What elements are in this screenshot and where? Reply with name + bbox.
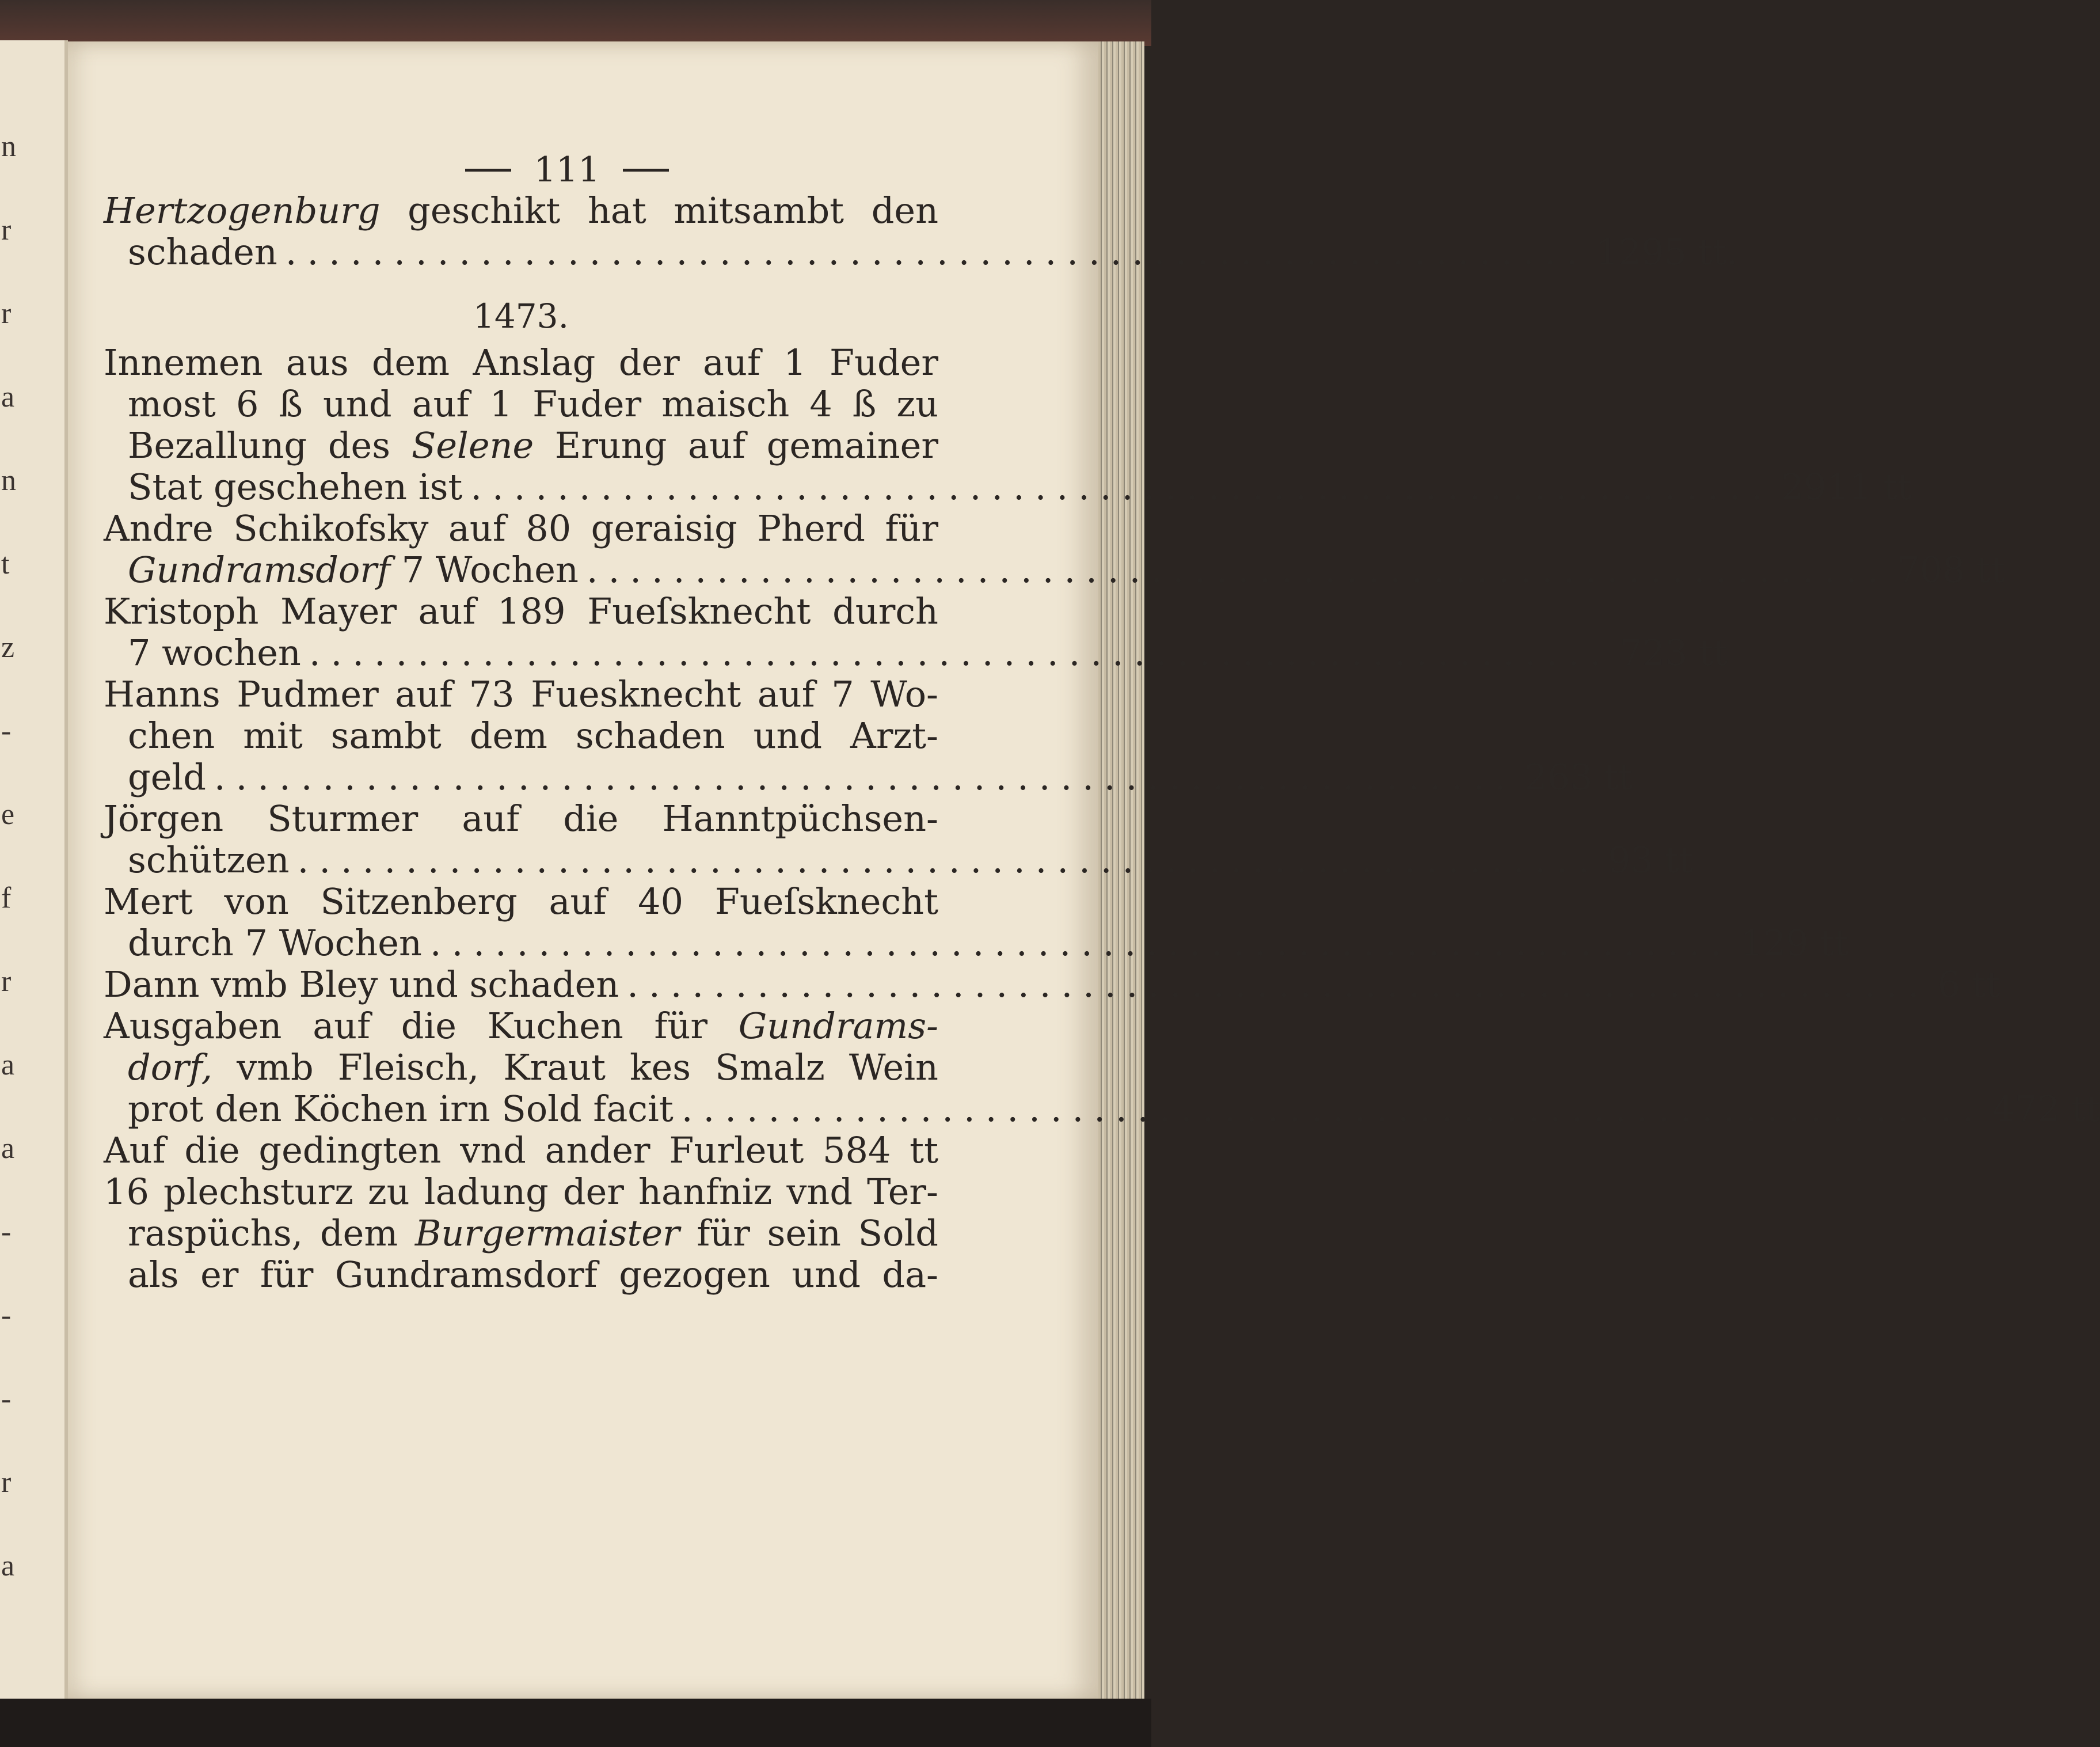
text-line [104, 963, 2000, 1005]
ledger-entry [104, 341, 1912, 508]
left-page-fragment: z [1, 631, 15, 664]
text-segment: chen mit sambt dem schaden und Arzt- [128, 715, 938, 757]
line-text [128, 1088, 674, 1130]
line-text [128, 757, 206, 798]
line-text [128, 840, 290, 881]
amount: 2911 tt [1781, 466, 1912, 508]
text-line [104, 1171, 938, 1213]
italic-name: Gundrams- [738, 1005, 938, 1047]
text-segment: Innemen aus dem Anslag der auf 1 Fuder [104, 341, 938, 383]
dot-leader: ............................................................ [429, 922, 1733, 964]
left-page-fragment: r [1, 214, 12, 246]
amount: 93 tt [1608, 839, 1694, 881]
text-line [104, 549, 2006, 591]
line-text [128, 922, 422, 964]
text-line [104, 1047, 938, 1088]
line-text [104, 1005, 938, 1047]
ledger-entry [104, 590, 1728, 674]
text-line [104, 508, 938, 549]
dot-leader: ............................................................ [586, 549, 1889, 591]
text-segment: Auf die gedingten vnd ander Furleut 584 tt [104, 1129, 938, 1171]
left-page-fragment: - [1, 715, 12, 747]
line-text [104, 881, 938, 922]
ledger-entry [104, 963, 2000, 1005]
text-segment: 7 wochen [128, 632, 301, 674]
text-line [104, 1005, 938, 1047]
amount: 723 tt [1619, 632, 1728, 674]
amount: 6 tt [1937, 963, 2000, 1005]
header-dash-right [623, 169, 669, 172]
text-segment: schützen [128, 839, 290, 881]
text-segment: Dann vmb Bley und schaden [104, 963, 619, 1005]
line-text [128, 231, 277, 273]
dot-leader: ............................................................ [214, 756, 1517, 798]
text-segment: raspüchs, dem [128, 1212, 415, 1254]
text-line [104, 1130, 938, 1171]
ledger-entry [104, 189, 1738, 273]
italic-name: Gundramsdorf [128, 549, 390, 591]
left-page-fragment: n [1, 130, 16, 163]
dot-leader: ............................................................ [681, 1088, 1984, 1130]
text-line [104, 1213, 938, 1254]
text-line [104, 1088, 2100, 1130]
italic-name: dorf, [128, 1046, 213, 1088]
dot-leader: ............................................................ [285, 231, 1588, 273]
line-text [128, 466, 462, 508]
line-text [104, 1130, 938, 1171]
left-page-fragment: a [1, 381, 15, 413]
left-page-fragment: r [1, 297, 12, 330]
text-segment: Erung auf gemainer [534, 424, 938, 466]
text-segment: geschikt hat mitsambt den [380, 189, 938, 231]
left-page-fragment: - [1, 1299, 12, 1332]
ledger-entry [104, 797, 1694, 881]
text-segment: Mert von Sitzenberg auf 40 Fueſsknecht [104, 880, 938, 922]
amount: 129 tt [1740, 922, 1849, 964]
ledger-entry [104, 673, 1633, 798]
italic-name: Selene [411, 424, 534, 466]
year-heading: 1473. [473, 297, 569, 336]
page-header [63, 144, 1071, 196]
text-segment: geld [128, 756, 206, 798]
line-text [128, 549, 579, 591]
text-segment: 16 plechsturz zu ladung der hanfniz vnd Ter- [104, 1171, 938, 1213]
amount: 1295 tt. [1596, 231, 1738, 273]
dot-leader: ............................................................ [297, 839, 1600, 881]
left-page-fragment: r [1, 965, 12, 998]
italic-name: Hertzogenburg [104, 189, 381, 231]
left-page-fragment: n [1, 464, 16, 497]
ledger-entry [104, 880, 1849, 964]
left-page-fragment: f [1, 882, 12, 914]
left-page-fragment: t [1, 548, 10, 580]
text-line [104, 881, 938, 922]
line-text [128, 1254, 938, 1296]
dot-leader: ............................................................ [309, 632, 1612, 674]
line-text [104, 798, 938, 840]
text-line [104, 922, 1849, 964]
text-segment: Ausgaben auf die Kuchen für [104, 1005, 739, 1047]
line-text [104, 964, 619, 1005]
text-line [104, 715, 938, 757]
amount: 263 tt [1524, 756, 1633, 798]
ledger-entry [104, 1171, 938, 1296]
text-segment: most 6 ß und auf 1 Fuder maisch 4 ß zu [128, 383, 938, 425]
text-segment: vmb Fleisch, Kraut kes Smalz Wein [212, 1046, 938, 1088]
line-text [128, 715, 938, 757]
ledger-entry [104, 507, 2006, 591]
left-page-fragment: e [1, 798, 15, 831]
text-line [104, 591, 938, 632]
text-line [104, 674, 938, 715]
line-text [128, 1213, 938, 1254]
text-segment: Stat geschehen ist [128, 466, 463, 508]
left-page-fragment: r [1, 1466, 12, 1499]
line-text [128, 383, 938, 425]
page-text [104, 189, 2100, 1296]
text-segment: Hanns Pudmer auf 73 Fuesknecht auf 7 Wo- [104, 673, 938, 715]
text-line [104, 798, 938, 840]
page-number: 111 [534, 150, 600, 190]
line-text [128, 632, 301, 674]
text-segment: durch 7 Wochen [128, 922, 422, 964]
line-text [104, 508, 938, 549]
text-line [104, 190, 938, 231]
left-page-fragment: a [1, 1549, 15, 1582]
left-page-fragment: a [1, 1132, 15, 1165]
text-segment: 7 Wochen [390, 549, 579, 591]
text-segment: für sein Sold [679, 1212, 938, 1254]
italic-name: Burgermaister [414, 1212, 680, 1254]
line-text [128, 425, 938, 466]
text-line [104, 756, 1633, 798]
book-cover-edge [0, 0, 1151, 46]
text-line [104, 839, 1694, 881]
header-dash-left [465, 169, 511, 172]
left-page-fragment: a [1, 1049, 15, 1081]
line-text [104, 1171, 938, 1213]
left-page-fragment: - [1, 1383, 12, 1415]
text-segment: Jörgen Sturmer auf die Hanntpüchsen- [104, 797, 938, 840]
text-line [104, 632, 1728, 674]
line-text [104, 190, 938, 231]
text-segment: Bezallung des [128, 424, 412, 466]
line-text [104, 342, 938, 383]
amount: 708 tt [1897, 549, 2006, 591]
text-segment: prot den Köchen irn Sold facit [128, 1088, 674, 1130]
line-text [104, 674, 938, 715]
text-line [104, 466, 1912, 508]
left-page-edge [0, 40, 68, 1704]
text-segment: als er für Gundramsdorf gezogen und da- [128, 1254, 938, 1296]
text-line [104, 231, 1738, 273]
text-segment: schaden [128, 231, 277, 273]
text-line [104, 383, 938, 425]
dot-leader: ............................................................ [470, 466, 1773, 508]
left-page-fragment: - [1, 1216, 12, 1248]
ledger-entry [104, 1130, 938, 1171]
text-line [104, 1254, 938, 1296]
background-bottom [0, 1699, 1151, 1747]
ledger-entry [104, 1005, 2100, 1130]
dot-leader: ............................................................ [627, 963, 1930, 1005]
text-segment: Andre Schikofsky auf 80 geraisig Pherd für [104, 507, 938, 549]
line-text [128, 1047, 938, 1088]
text-line [104, 342, 938, 383]
text-line [104, 425, 938, 466]
amount: 472 tt [1992, 1088, 2100, 1130]
text-segment: Kristoph Mayer auf 189 Fueſsknecht durch [104, 590, 938, 632]
line-text [104, 591, 938, 632]
